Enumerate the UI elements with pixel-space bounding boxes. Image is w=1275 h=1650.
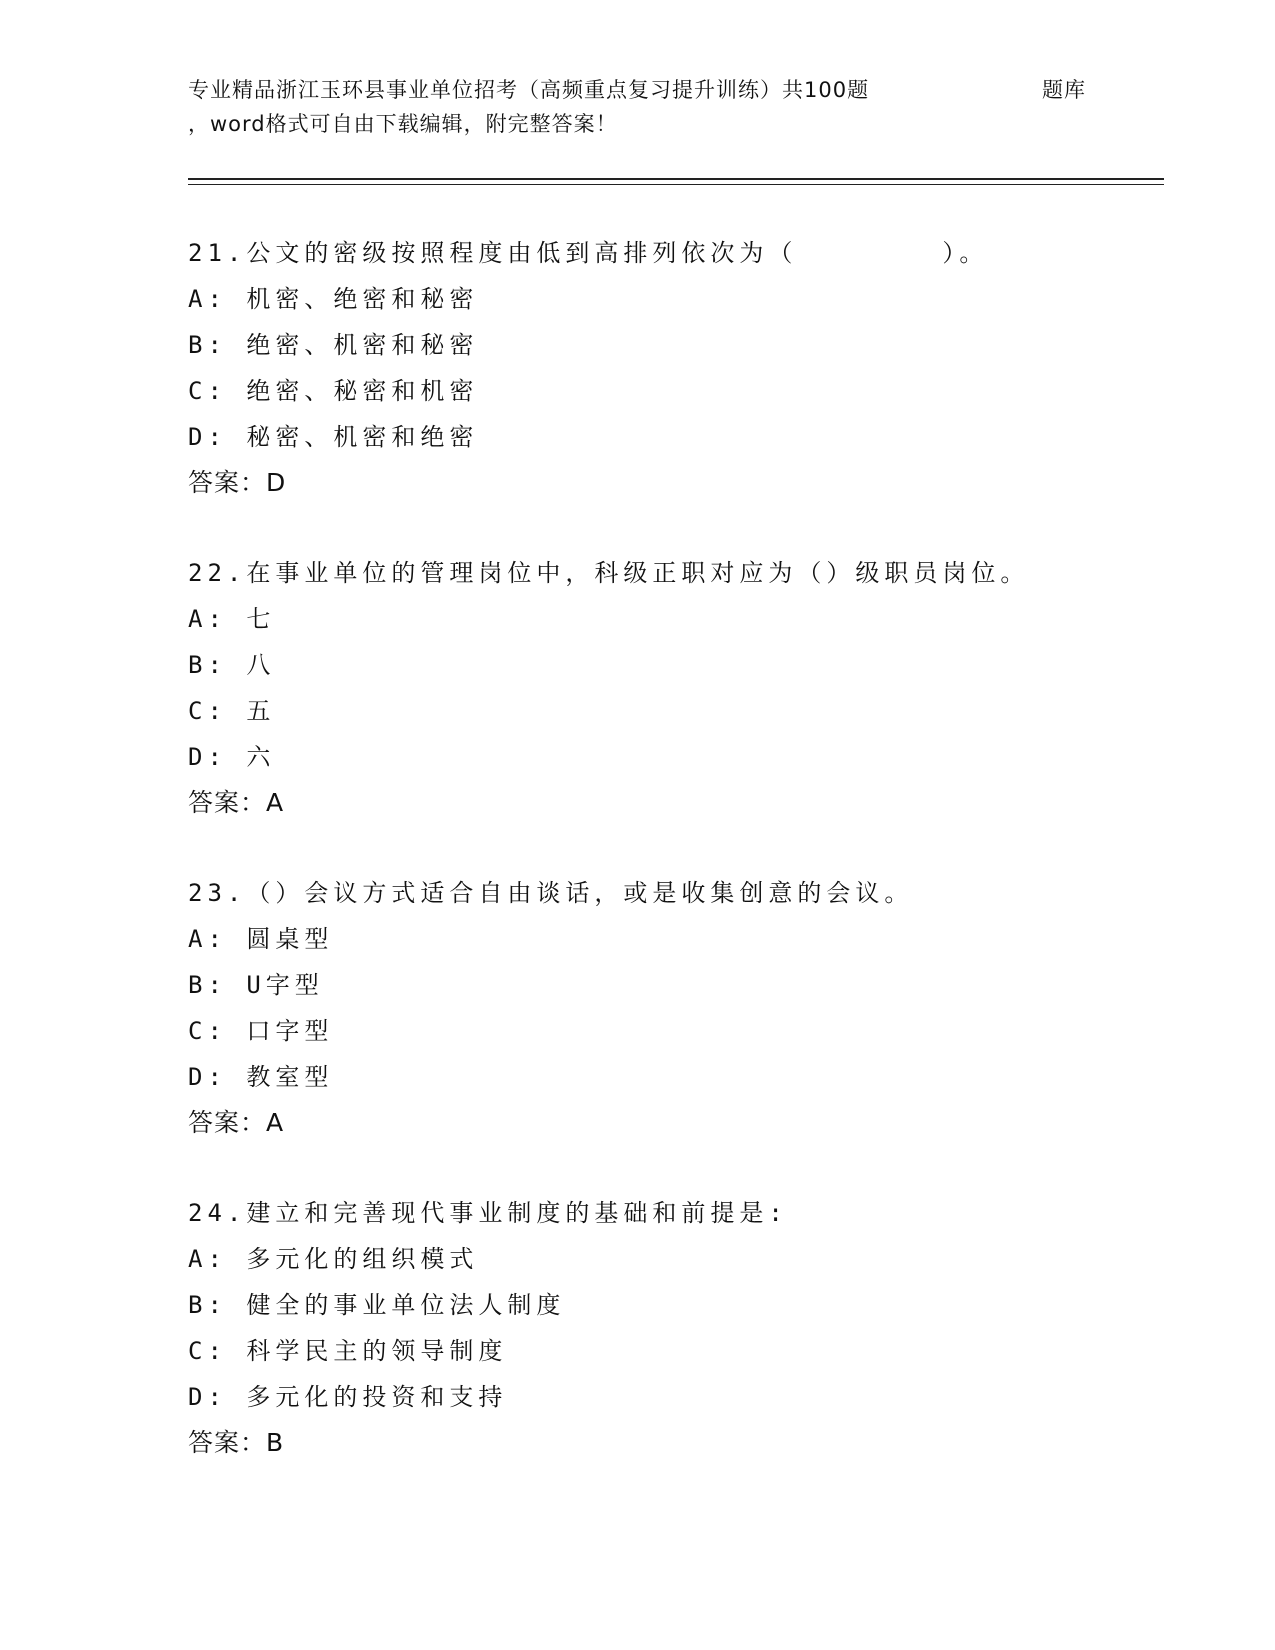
header-divider-top <box>188 178 1164 180</box>
question-block <box>188 870 1168 1146</box>
header-title-line: 专业精品浙江玉环县事业单位招考（高频重点复习提升训练）共100题 <box>188 78 870 102</box>
header-divider-bottom <box>188 184 1164 185</box>
option-b: B: 绝密、机密和秘密 <box>188 331 479 359</box>
answer-line: 答案：B <box>188 1428 285 1457</box>
option-c: C: 绝密、秘密和机密 <box>188 377 479 405</box>
question-block <box>188 230 1168 506</box>
option-d: D: 秘密、机密和绝密 <box>188 423 479 451</box>
answer-line: 答案：D <box>188 468 287 497</box>
option-b: B: 八 <box>188 651 276 679</box>
question-stem: 23.（）会议方式适合自由谈话，或是收集创意的会议。 <box>188 879 914 907</box>
option-a: A: 机密、绝密和秘密 <box>188 285 479 313</box>
option-a: A: 多元化的组织模式 <box>188 1245 479 1273</box>
option-d: D: 六 <box>188 743 276 771</box>
header-subtitle-line: ，word格式可自由下载编辑，附完整答案！ <box>188 112 618 136</box>
question-block <box>188 1190 1168 1466</box>
question-stem: 21.公文的密级按照程度由低到高排列依次为（ ）。 <box>188 239 989 267</box>
question-block <box>188 550 1168 826</box>
option-d: D: 教室型 <box>188 1063 334 1091</box>
option-c: C: 口字型 <box>188 1017 334 1045</box>
question-stem: 22.在事业单位的管理岗位中，科级正职对应为（）级职员岗位。 <box>188 559 1030 587</box>
answer-line: 答案：A <box>188 1108 285 1137</box>
option-a: A: 七 <box>188 605 276 633</box>
question-stem: 24.建立和完善现代事业制度的基础和前提是: <box>188 1199 788 1227</box>
option-c: C: 五 <box>188 697 276 725</box>
option-a: A: 圆桌型 <box>188 925 334 953</box>
header-title-tail: 题库 <box>1042 78 1086 102</box>
option-b: B: 健全的事业单位法人制度 <box>188 1291 566 1319</box>
option-b: B: U字型 <box>188 971 324 999</box>
answer-line: 答案：A <box>188 788 285 817</box>
option-c: C: 科学民主的领导制度 <box>188 1337 508 1365</box>
option-d: D: 多元化的投资和支持 <box>188 1383 508 1411</box>
